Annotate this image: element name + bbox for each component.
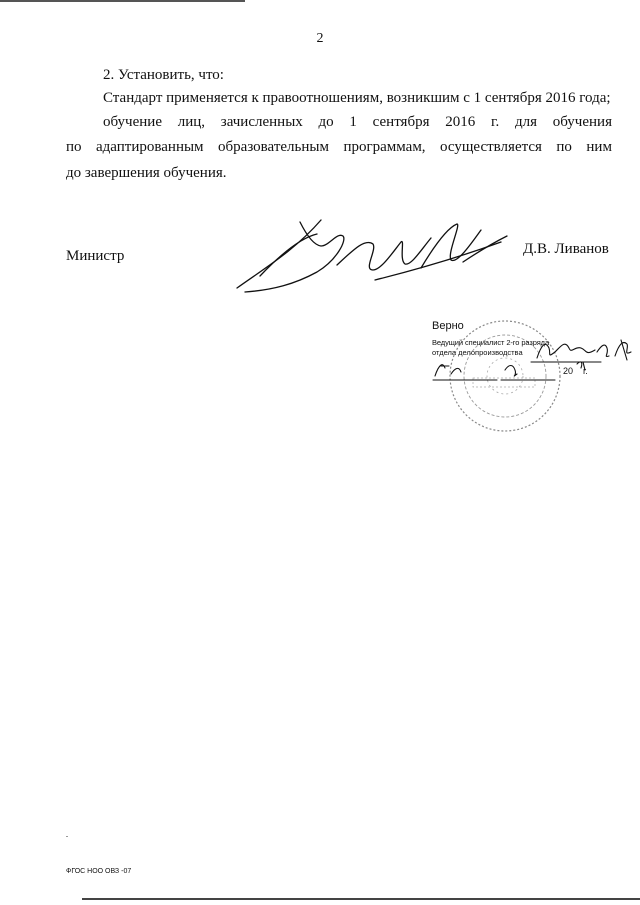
minister-title: Министр: [66, 248, 125, 264]
stamp-year-prefix: 20: [563, 366, 574, 376]
stamp-position: Ведущий специалист 2-го разряда: [432, 338, 550, 347]
paragraph-1: Стандарт применяется к правоотношениям, возникшим с 1 сентября 2016 года;: [103, 90, 611, 106]
stamp-department: отдела делопроизводства: [432, 348, 523, 357]
clause-heading: 2. Установить, что:: [103, 67, 224, 83]
minister-signature: [225, 210, 515, 295]
paragraph-2-line-2: [66, 138, 612, 156]
word: адаптированным: [96, 139, 204, 155]
word: сентября: [372, 114, 430, 130]
scan-edge-bottom: [82, 898, 640, 900]
stamp-year-end: г.: [583, 366, 588, 376]
word: ним: [586, 139, 612, 155]
word: по: [66, 139, 82, 155]
word: программам,: [343, 139, 426, 155]
word: до: [318, 114, 334, 130]
stamp-handwritten-signature: [405, 318, 635, 388]
footer-code: ФГОС НОО ОВЗ -07: [66, 868, 132, 875]
paragraph-2-line-1: [103, 113, 612, 131]
word: обучение: [103, 114, 162, 130]
stamp-verno: Верно: [432, 320, 464, 332]
word: для: [514, 114, 537, 130]
word: 1: [349, 114, 357, 130]
word: лиц,: [177, 114, 206, 130]
paragraph-2-line-3: до завершения обучения.: [66, 165, 227, 181]
word: образовательным: [218, 139, 329, 155]
word: г.: [491, 114, 500, 130]
scan-speck: [66, 836, 68, 837]
word: осуществляется: [440, 139, 542, 155]
certification-stamp: [405, 318, 635, 448]
page-number: 2: [316, 31, 324, 46]
word: обучения: [552, 114, 612, 130]
word: по: [556, 139, 572, 155]
word: 2016: [445, 114, 476, 130]
scan-edge-top: [0, 0, 245, 2]
minister-name: Д.В. Ливанов: [523, 241, 609, 257]
word: зачисленных: [220, 114, 303, 130]
